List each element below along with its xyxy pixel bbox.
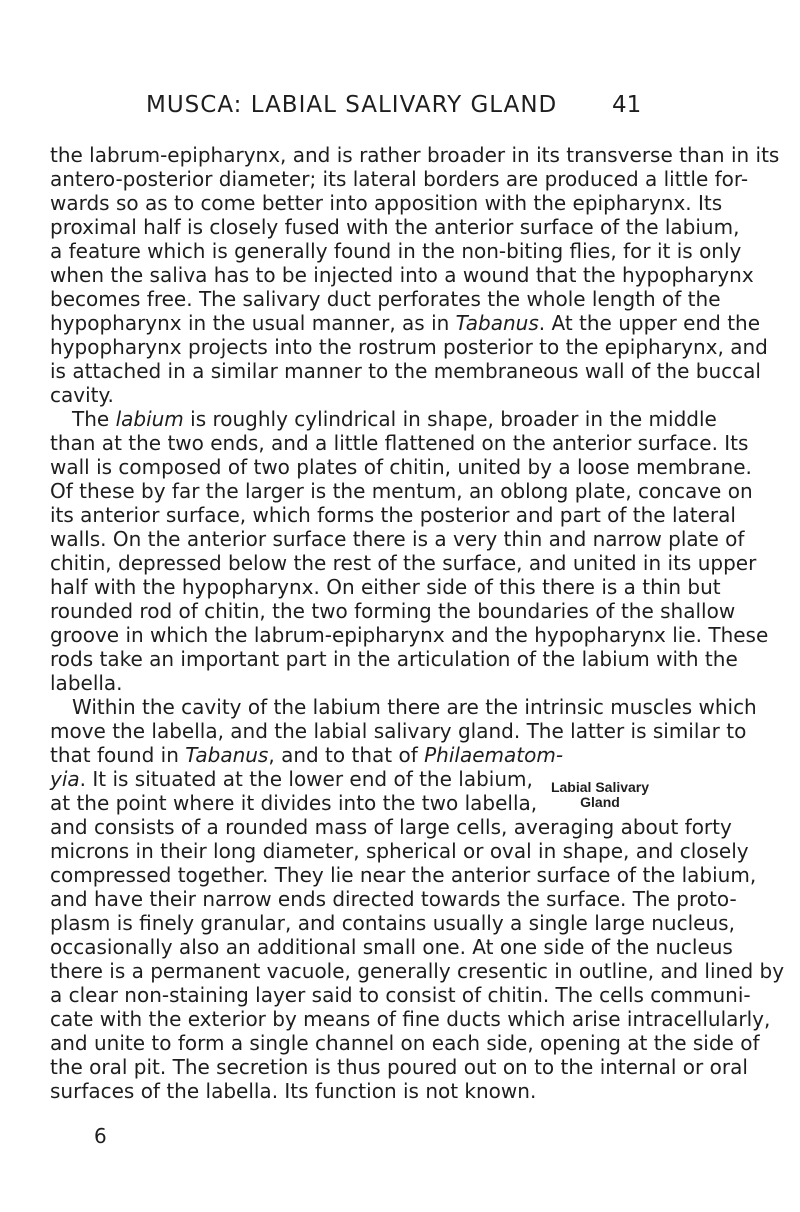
paragraph-salivary-gland — [50, 695, 757, 743]
text-line: the oral pit. The secretion is thus poured out on to the internal or oral — [50, 1055, 748, 1079]
text-line: occasionally also an additional small one. At one side of the nucleus — [50, 935, 733, 959]
text-line: groove in which the labrum-epipharynx and the hypopharynx lie. These — [50, 623, 769, 647]
text-line: rods take an important part in the articulation of the labium with the — [50, 647, 738, 671]
text-line: hypopharynx projects into the rostrum posterior to the epipharynx, and — [50, 335, 768, 359]
text-line: hypopharynx in the usual manner, as in Tabanus. At the upper end the — [50, 311, 761, 335]
text-line: there is a permanent vacuole, generally cresentic in outline, and lined by — [50, 959, 785, 983]
text-line: yia. It is situated at the lower end of the labium, — [50, 767, 533, 791]
text-line: chitin, depressed below the rest of the surface, and united in its upper — [50, 551, 757, 575]
text-line: Within the cavity of the labium there are the intrinsic muscles which — [72, 695, 757, 719]
text-line: and unite to form a single channel on each side, opening at the side of — [50, 1031, 760, 1055]
italic-genus: Tabanus — [185, 743, 269, 767]
text-line: and have their narrow ends directed towards the surface. The proto- — [50, 887, 737, 911]
text-line: labella. — [50, 671, 123, 695]
text-line: is attached in a similar manner to the membraneous wall of the buccal — [50, 359, 761, 383]
text-line: half with the hypopharynx. On either side of this there is a thin but — [50, 575, 721, 599]
side-heading-line: Labial Salivary — [550, 779, 650, 795]
paragraph-hypopharynx — [50, 143, 780, 407]
text-line: Of these by far the larger is the mentum, an oblong plate, concave on — [50, 479, 753, 503]
text-line: wall is composed of two plates of chitin, united by a loose membrane. — [50, 455, 752, 479]
text-line: cate with the exterior by means of fine ducts which arise intracellularly, — [50, 1007, 771, 1031]
text-line: its anterior surface, which forms the posterior and part of the lateral — [50, 503, 736, 527]
text-line: proximal half is closely fused with the anterior surface of the labium, — [50, 215, 740, 239]
text-line: microns in their long diameter, spherical or oval in shape, and closely — [50, 839, 749, 863]
text-line: plasm is finely granular, and contains usually a single large nucleus, — [50, 911, 735, 935]
text-line: and consists of a rounded mass of large cells, averaging about forty — [50, 815, 732, 839]
italic-term: labium — [115, 407, 184, 431]
italic-genus: Philaematom- — [424, 743, 564, 767]
italic-genus: yia — [50, 767, 80, 791]
running-title: MUSCA: LABIAL SALIVARY GLAND — [146, 92, 558, 118]
text-line: becomes free. The salivary duct perforates the whole length of the — [50, 287, 721, 311]
text-line: a clear non-staining layer said to consist of chitin. The cells communi- — [50, 983, 751, 1007]
text-line: when the saliva has to be injected into a wound that the hypopharynx — [50, 263, 754, 287]
side-heading — [530, 780, 670, 810]
text-line: a feature which is generally found in the non-biting flies, for it is only — [50, 239, 742, 263]
text-line: at the point where it divides into the two labella, — [50, 791, 538, 815]
side-heading-line: Gland — [580, 794, 620, 810]
page-number: 41 — [612, 92, 642, 118]
paragraph-salivary-gland-cont — [50, 815, 785, 1103]
text-line: that found in Tabanus, and to that of Philaematom- — [50, 743, 564, 767]
text-line: compressed together. They lie near the anterior surface of the labium, — [50, 863, 757, 887]
signature-mark: 6 — [94, 1124, 107, 1148]
text-line: antero-posterior diameter; its lateral borders are produced a little for- — [50, 167, 749, 191]
italic-genus: Tabanus — [455, 311, 539, 335]
text-line: move the labella, and the labial salivary gland. The latter is similar to — [50, 719, 747, 743]
text-line: than at the two ends, and a little flattened on the anterior surface. Its — [50, 431, 749, 455]
text-line: rounded rod of chitin, the two forming the boundaries of the shallow — [50, 599, 736, 623]
text-line: The labium is roughly cylindrical in shape, broader in the middle — [72, 407, 717, 431]
text-line: wards so as to come better into apposition with the epipharynx. Its — [50, 191, 723, 215]
text-line: walls. On the anterior surface there is a very thin and narrow plate of — [50, 527, 745, 551]
text-line: cavity. — [50, 383, 114, 407]
text-line: the labrum-epipharynx, and is rather broader in its transverse than in its — [50, 143, 780, 167]
paragraph-labium — [50, 407, 769, 695]
text-line: surfaces of the labella. Its function is not known. — [50, 1079, 537, 1103]
